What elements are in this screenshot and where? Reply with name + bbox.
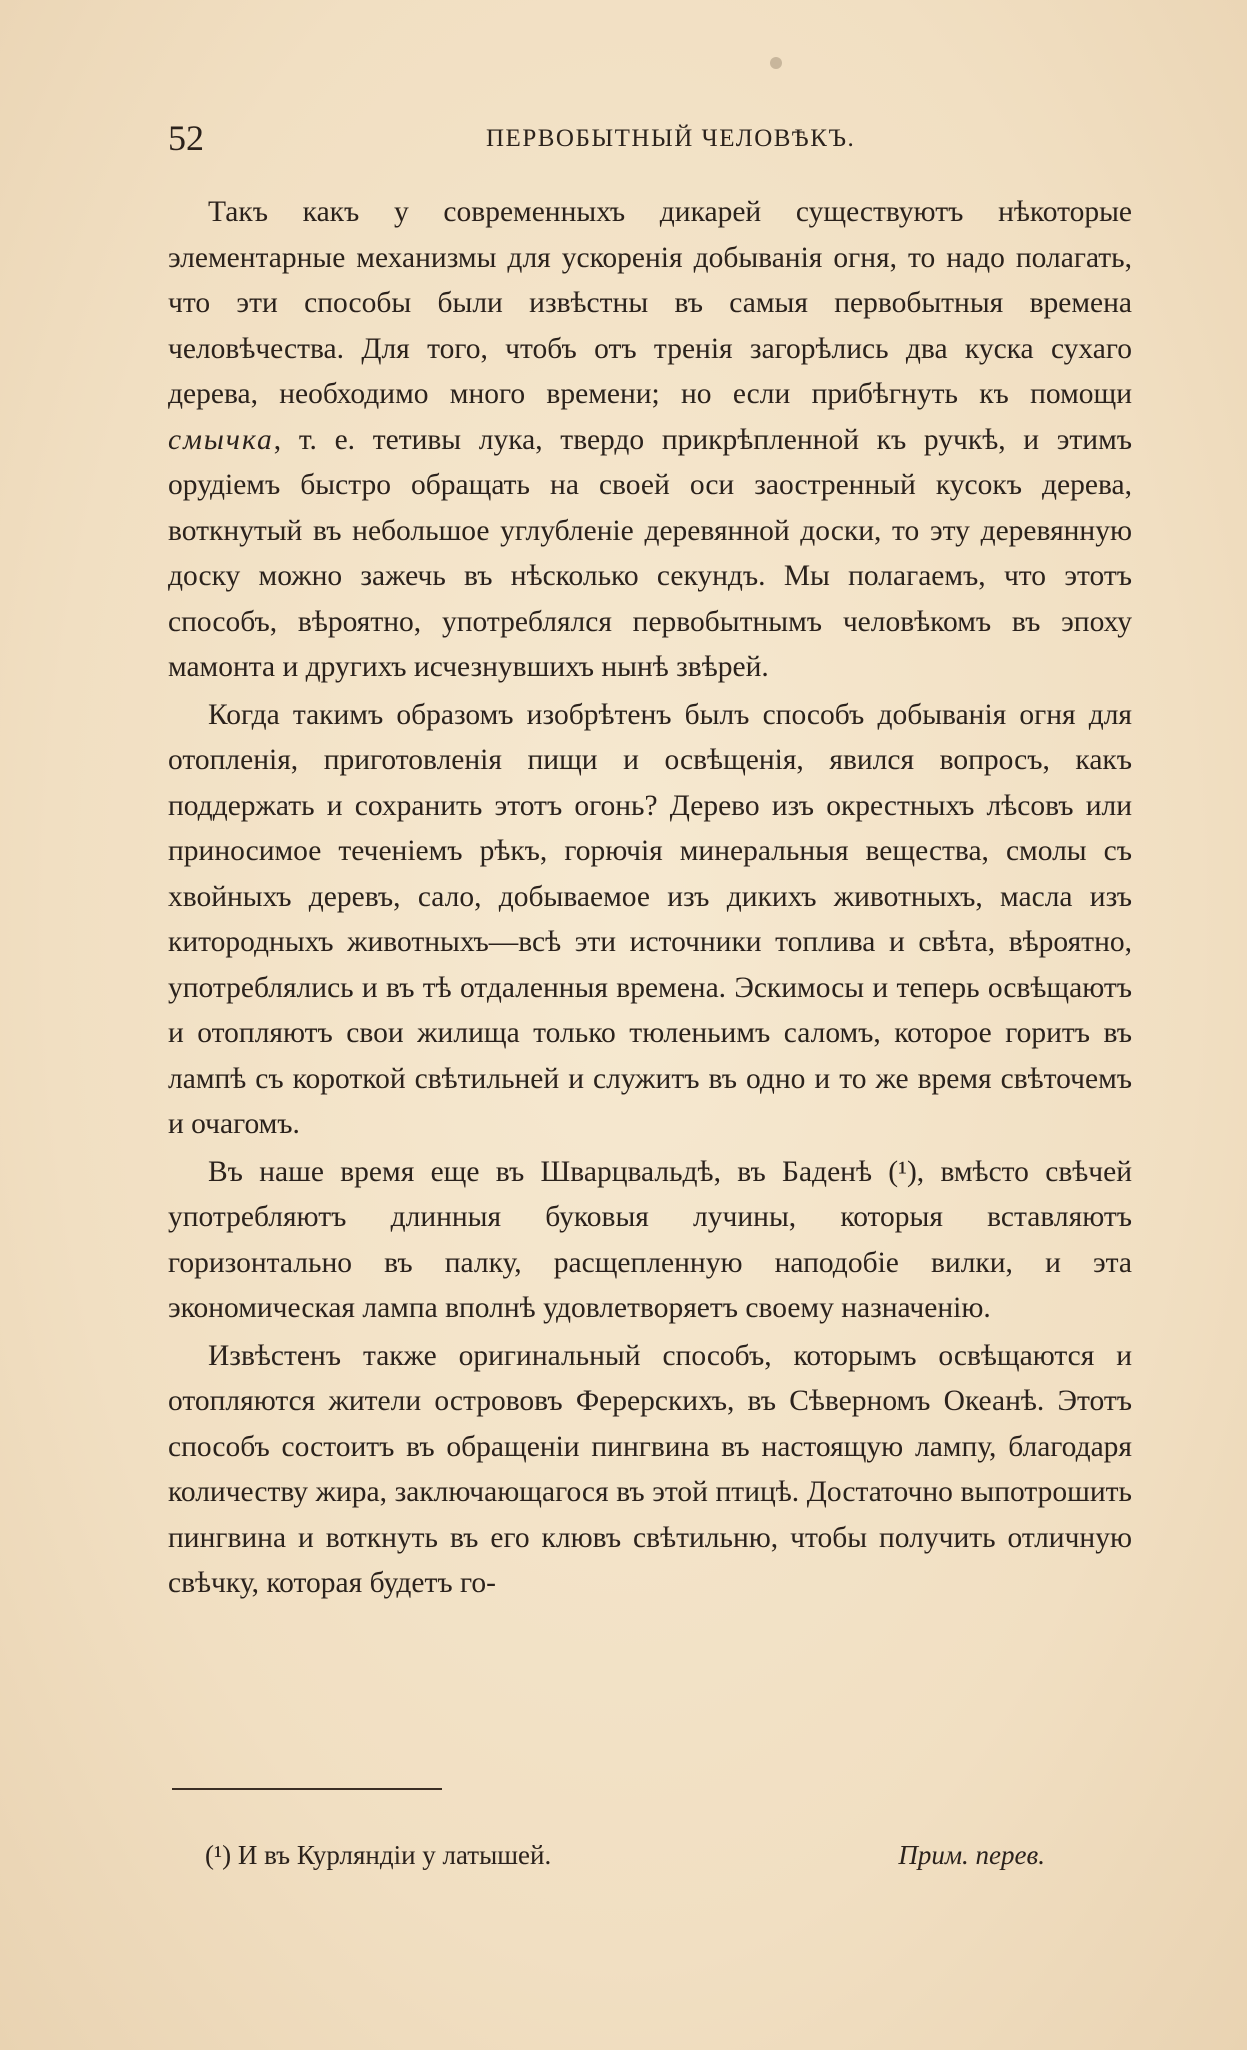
page-header bbox=[168, 118, 1132, 158]
footnote-note: Прим. перев. bbox=[898, 1840, 1045, 1870]
paragraph-4: Извѣстенъ также оригинальный способъ, которымъ освѣщаются и отопляются жители острововъ Ферерскихъ, въ Сѣверномъ Океанѣ. Этотъ способъ состоитъ въ обращеніи пингвина въ настоящую лампу, благодаря количеству жира, заключающагося въ этой птицѣ. Достаточно выпотрошить пингвина и воткнуть въ его клювъ свѣтильню, чтобы получить отличную свѣчку, которая будетъ го- bbox=[168, 1339, 1132, 1599]
emphasized-term: смычка bbox=[168, 423, 274, 456]
page-number: 52 bbox=[168, 118, 204, 158]
paragraph-1-end: , т. е. тетивы лука, твердо прикрѣпленной къ ручкѣ, и этимъ орудіемъ быстро обращать на своей оси заостренный кусокъ дерева, воткнутый въ небольшое углубленіе деревянной доски, то эту деревянную доску можно зажечь въ нѣсколько секундъ. Мы полагаемъ, что этотъ способъ, вѣроятно, употреблялся первобытнымъ человѣкомъ въ эпоху мамонта и другихъ исчезнувшихъ нынѣ звѣрей. bbox=[168, 423, 1132, 683]
footnote bbox=[205, 1835, 1090, 1875]
paragraph-1-start: Такъ какъ у современныхъ дикарей существуютъ нѣкоторые элементарные механизмы для ускоренія добыванія огня, то надо полагать, что эти способы были извѣстны въ самыя первобытныя времена человѣчества. Для того, чтобъ отъ тренія загорѣлись два куска сухаго дерева, необходимо много времени; но если прибѣгнуть къ помощи bbox=[168, 196, 1132, 410]
paragraph-3: Въ наше время еще въ Шварцвальдѣ, въ Баденѣ (¹), вмѣсто свѣчей употребляютъ длинныя буковыя лучины, которыя вставляютъ горизонтально въ палку, расщепленную наподобіе вилки, и эта экономическая лампа вполнѣ удовлетворяетъ своему назначенію. bbox=[168, 1155, 1132, 1324]
paragraph-2: Когда такимъ образомъ изобрѣтенъ былъ способъ добыванія огня для отопленія, приготовленія пищи и освѣщенія, явился вопросъ, какъ поддержать и сохранить этотъ огонь? Дерево изъ окрестныхъ лѣсовъ или приносимое теченіемъ рѣкъ, горючія минеральныя вещества, смолы съ хвойныхъ деревъ, сало, добываемое изъ дикихъ животныхъ, масла изъ китородныхъ животныхъ—всѣ эти источники топлива и свѣта, вѣроятно, употреблялись и въ тѣ отдаленныя времена. Эскимосы и теперь освѣщаютъ и отопляютъ свои жилища только тюленьимъ саломъ, которое горитъ въ лампѣ съ короткой свѣтильней и служитъ въ одно и то же время свѣточемъ и очагомъ. bbox=[168, 698, 1132, 1140]
paragraph-1 bbox=[168, 190, 1132, 691]
footnote-rule bbox=[172, 1788, 442, 1790]
footnote-text: (¹) И въ Курляндіи у латышей. bbox=[205, 1840, 552, 1870]
ink-spot bbox=[770, 57, 782, 69]
running-head: ПЕРВОБЫТНЫЙ ЧЕЛОВѢКЪ. bbox=[486, 125, 856, 152]
body-text bbox=[168, 190, 1132, 1609]
